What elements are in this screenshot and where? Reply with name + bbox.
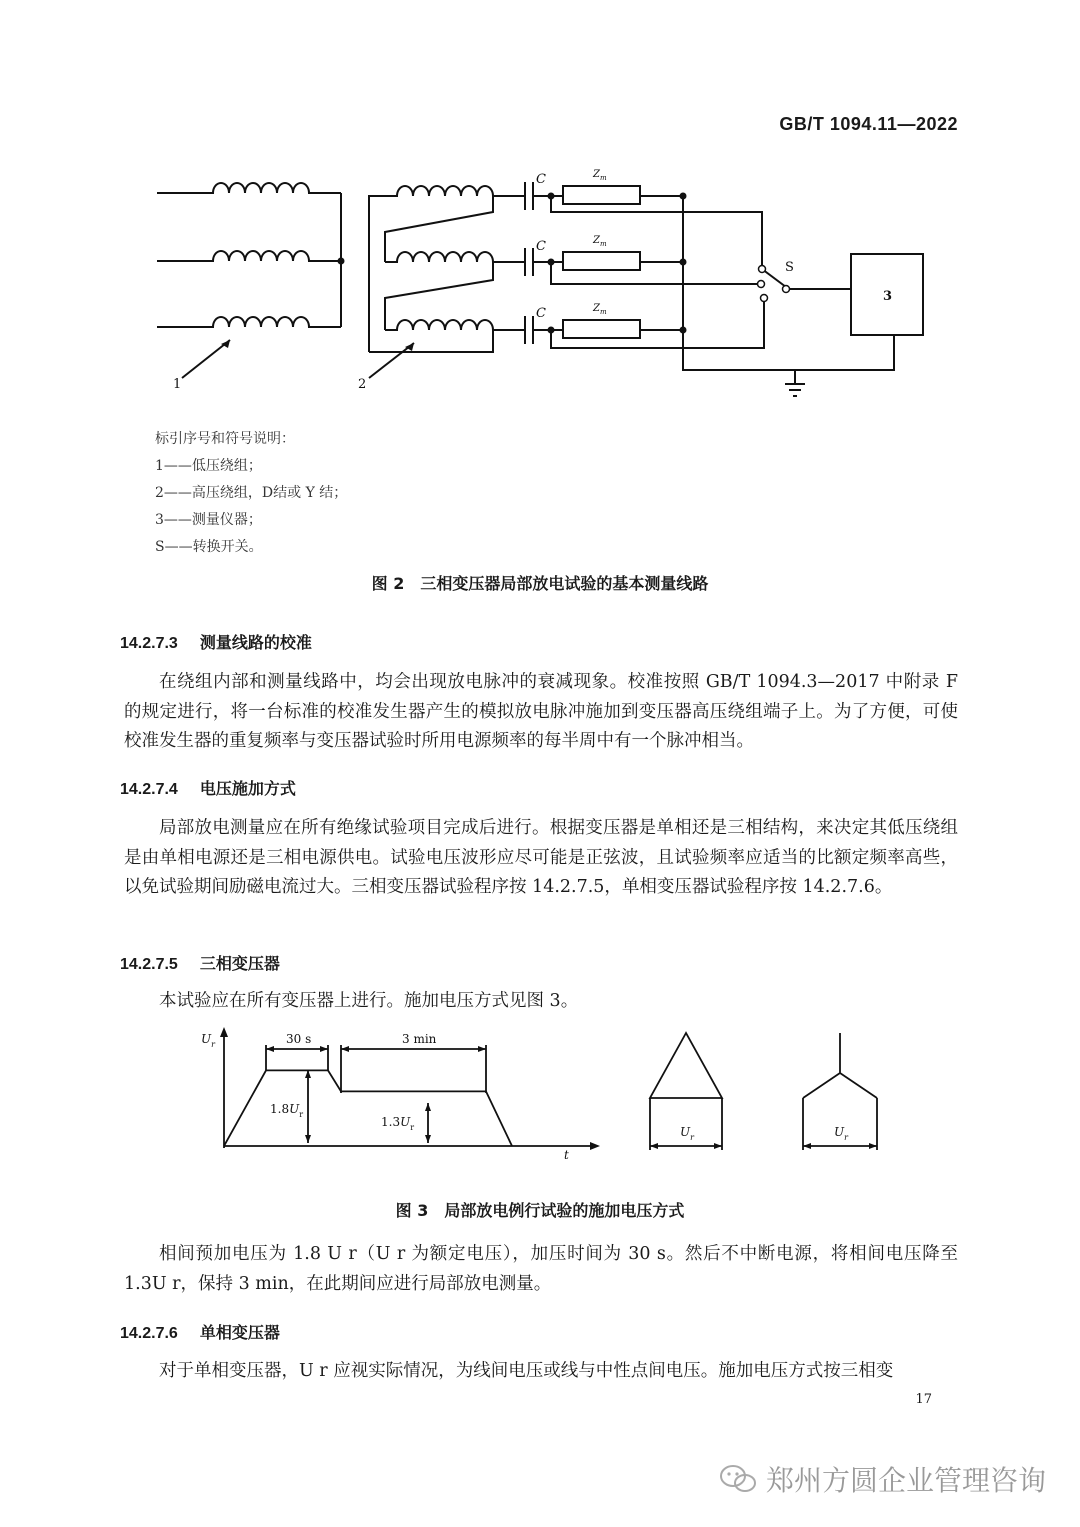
svg-text:Ur: $U_r$ xyxy=(680,1125,694,1142)
high-winding-b xyxy=(385,252,525,262)
low-winding-b xyxy=(157,251,341,261)
svg-text:2: 2 xyxy=(358,377,367,392)
delta-symbol xyxy=(650,1033,722,1098)
figure-3 xyxy=(0,1015,1080,1165)
svg-text:Zm: $Z_m$ xyxy=(593,303,607,316)
svg-text:C: C xyxy=(536,306,546,321)
svg-text:1.8Ur: $1.8U_r$ xyxy=(270,1102,304,1119)
low-winding-c xyxy=(157,317,341,327)
figure-2-circuit xyxy=(0,0,1080,420)
high-winding-a xyxy=(369,186,525,352)
svg-text:3: 3 xyxy=(883,289,893,304)
voltage-profile xyxy=(224,1070,512,1146)
legend-item: S——转换开关。 xyxy=(155,539,263,555)
svg-text:C: C xyxy=(536,239,546,254)
svg-text:1.3Ur: $1.3U_r$ xyxy=(381,1115,415,1132)
svg-text:C: C xyxy=(536,172,546,187)
svg-text:S: S xyxy=(785,260,794,275)
wye-symbol xyxy=(803,1033,877,1098)
watermark: 郑州方圆企业管理咨询 xyxy=(718,1459,1046,1499)
paragraph: 对于单相变压器，U r 应视实际情况，为线间电压或线与中性点间电压。施加电压方式按三相变 xyxy=(159,1361,894,1381)
legend-item: 2——高压绕组，D结或 Y 结； xyxy=(155,485,348,501)
legend-item: 3——测量仪器； xyxy=(155,512,262,528)
high-winding-c xyxy=(385,320,525,330)
figure-2-caption: 图 2 三相变压器局部放电试验的基本测量线路 xyxy=(371,574,709,593)
svg-text:3 min: 3 min xyxy=(402,1032,437,1046)
wechat-icon xyxy=(718,1463,758,1495)
paragraph: 本试验应在所有变压器上进行。施加电压方式见图 3。 xyxy=(159,991,579,1011)
svg-text:Ur: $U_r$ xyxy=(834,1125,848,1142)
page-number: 17 xyxy=(915,1392,932,1407)
paragraph: 相间预加电压为 1.8 U r（U r 为额定电压），加压时间为 30 s。然后不中断电源，将相间电压降至 1.3U r，保持 3 min，在此期间应进行局部放电测量。 xyxy=(124,1244,958,1294)
svg-text:1: 1 xyxy=(173,377,182,392)
low-winding-a xyxy=(157,183,341,193)
section-14-2-7-5-heading: 14.2.7.5 三相变压器 xyxy=(120,954,280,973)
standard-number: GB/T 1094.11—2022 xyxy=(779,114,958,134)
svg-text:t: t xyxy=(564,1148,569,1162)
legend-title: 标引序号和符号说明： xyxy=(155,431,295,447)
svg-text:30 s: 30 s xyxy=(286,1032,312,1046)
paragraph: 局部放电测量应在所有绝缘试验项目完成后进行。根据变压器是单相还是三相结构，来决定其低压绕组是由单相电源还是三相电源供电。试验电压波形应尽可能是正弦波，且试验频率应适当的比额定频率高些，以免试验期间励磁电流过大。三相变压器试验程序按 14.2.7.5，单相变压器试验程序按 14.2.7.6。 xyxy=(124,818,958,897)
svg-text:Zm: $Z_m$ xyxy=(593,169,607,182)
svg-text:Zm: $Z_m$ xyxy=(593,235,607,248)
section-14-2-7-4-heading: 14.2.7.4 电压施加方式 xyxy=(120,779,296,798)
legend-item: 1——低压绕组； xyxy=(155,458,262,474)
paragraph: 在绕组内部和测量线路中，均会出现放电脉冲的衰减现象。校准按照 GB/T 1094.3—2017 中附录 F 的规定进行，将一台标准的校准发生器产生的模拟放电脉冲施加到变压器高压绕组端子上。为了方便，可使校准发生器的重复频率与变压器试验时所用电源频率的每半周中有一个脉冲相当。 xyxy=(124,672,958,751)
svg-text:Ur: $U_r$ xyxy=(201,1032,215,1049)
section-14-2-7-6-heading: 14.2.7.6 单相变压器 xyxy=(120,1323,280,1342)
figure-3-caption: 图 3 局部放电例行试验的施加电压方式 xyxy=(395,1201,685,1220)
section-14-2-7-3-heading: 14.2.7.3 测量线路的校准 xyxy=(120,633,312,652)
